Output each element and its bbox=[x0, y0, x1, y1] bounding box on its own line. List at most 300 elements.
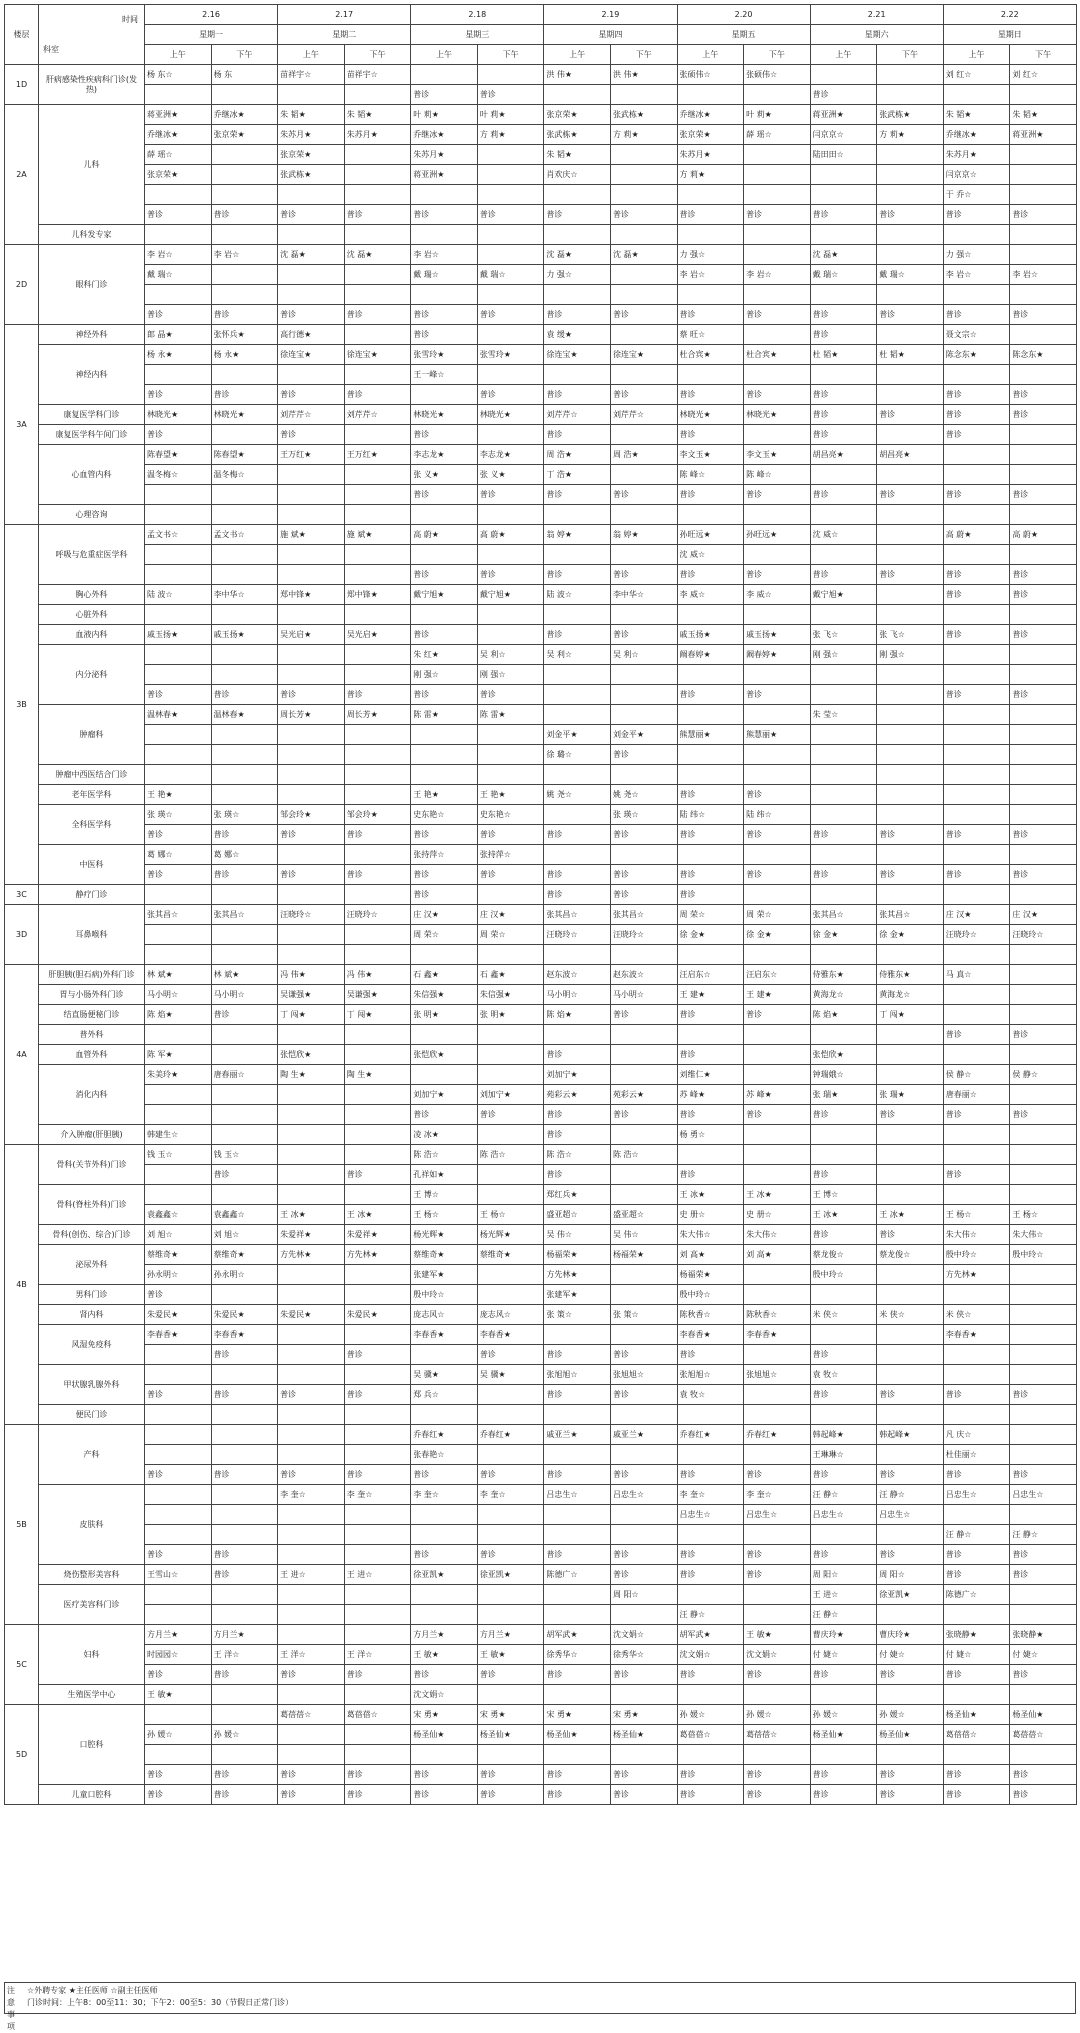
floor-cell: 3D bbox=[5, 905, 39, 965]
doctor-cell bbox=[943, 445, 1010, 465]
doctor-cell bbox=[877, 1185, 944, 1205]
schedule-row bbox=[5, 285, 1077, 305]
department-cell: 风湿免疫科 bbox=[39, 1325, 145, 1365]
doctor-cell bbox=[544, 1025, 611, 1045]
doctor-cell bbox=[211, 1045, 278, 1065]
doctor-cell bbox=[544, 365, 611, 385]
doctor-cell bbox=[211, 925, 278, 945]
floor-cell: 1D bbox=[5, 65, 39, 105]
doctor-cell bbox=[1010, 545, 1077, 565]
doctor-cell: 普诊 bbox=[211, 1665, 278, 1685]
doctor-cell bbox=[145, 1585, 212, 1605]
doctor-cell: 普诊 bbox=[411, 205, 478, 225]
schedule-row bbox=[5, 1425, 1077, 1445]
doctor-cell: 普诊 bbox=[278, 1665, 345, 1685]
doctor-cell bbox=[810, 1685, 877, 1705]
doctor-cell: 陈 峰☆ bbox=[744, 465, 811, 485]
department-cell: 骨科(关节外科)门诊 bbox=[39, 1145, 145, 1185]
doctor-cell bbox=[278, 1185, 345, 1205]
date-cell: 2.17 bbox=[278, 5, 411, 25]
doctor-cell bbox=[211, 1085, 278, 1105]
doctor-cell bbox=[344, 785, 411, 805]
doctor-cell bbox=[477, 1025, 544, 1045]
doctor-cell: 普诊 bbox=[1010, 1665, 1077, 1685]
doctor-cell: 汪晓玲☆ bbox=[610, 925, 677, 945]
doctor-cell: 高 蔚★ bbox=[1010, 525, 1077, 545]
doctor-cell: 刘芹芹☆ bbox=[278, 405, 345, 425]
doctor-cell bbox=[477, 545, 544, 565]
schedule-row bbox=[5, 1765, 1077, 1785]
doctor-cell bbox=[477, 285, 544, 305]
doctor-cell bbox=[411, 745, 478, 765]
doctor-cell: 陈 浩☆ bbox=[411, 1145, 478, 1165]
doctor-cell: 普诊 bbox=[544, 1545, 611, 1565]
doctor-cell: 汪晓玲☆ bbox=[544, 925, 611, 945]
doctor-cell bbox=[477, 1405, 544, 1425]
doctor-cell bbox=[877, 1685, 944, 1705]
doctor-cell: 陈秋香☆ bbox=[744, 1305, 811, 1325]
doctor-cell: 蔡 旺☆ bbox=[677, 325, 744, 345]
doctor-cell: 普诊 bbox=[477, 385, 544, 405]
doctor-cell: 普诊 bbox=[477, 825, 544, 845]
department-cell: 消化内科 bbox=[39, 1065, 145, 1125]
doctor-cell: 陆 纬☆ bbox=[677, 805, 744, 825]
doctor-cell bbox=[278, 1325, 345, 1345]
doctor-cell bbox=[744, 1065, 811, 1085]
doctor-cell bbox=[211, 945, 278, 965]
doctor-cell bbox=[1010, 245, 1077, 265]
doctor-cell bbox=[145, 745, 212, 765]
doctor-cell: 凌 冰★ bbox=[411, 1125, 478, 1145]
date-cell: 2.21 bbox=[810, 5, 943, 25]
doctor-cell: 普诊 bbox=[943, 1105, 1010, 1125]
doctor-cell bbox=[1010, 285, 1077, 305]
doctor-cell bbox=[1010, 1365, 1077, 1385]
doctor-cell: 马 真☆ bbox=[943, 965, 1010, 985]
doctor-cell: 付 婕☆ bbox=[943, 1645, 1010, 1665]
schedule-row bbox=[5, 125, 1077, 145]
doctor-cell: 沈 威☆ bbox=[810, 525, 877, 545]
doctor-cell bbox=[477, 1745, 544, 1765]
doctor-cell: 普诊 bbox=[278, 865, 345, 885]
doctor-cell: 葛蓓蓓☆ bbox=[344, 1705, 411, 1725]
doctor-cell bbox=[744, 225, 811, 245]
doctor-cell bbox=[1010, 145, 1077, 165]
clinic-hours-text: 门诊时间：上午8：00至11：30；下午2：00至5：30（节假日正常门诊） bbox=[27, 1998, 294, 2007]
doctor-cell bbox=[810, 685, 877, 705]
doctor-cell: 李 岩☆ bbox=[145, 245, 212, 265]
doctor-cell: 吴 骥★ bbox=[411, 1365, 478, 1385]
doctor-cell: 王 敏★ bbox=[477, 1645, 544, 1665]
doctor-cell: 普诊 bbox=[943, 865, 1010, 885]
department-cell: 康复医学科午间门诊 bbox=[39, 425, 145, 445]
doctor-cell bbox=[943, 1365, 1010, 1385]
doctor-cell bbox=[278, 725, 345, 745]
doctor-cell bbox=[610, 185, 677, 205]
doctor-cell bbox=[810, 1125, 877, 1145]
doctor-cell: 张 飞☆ bbox=[810, 625, 877, 645]
doctor-cell bbox=[544, 185, 611, 205]
doctor-cell bbox=[411, 285, 478, 305]
doctor-cell: 王 艳★ bbox=[477, 785, 544, 805]
doctor-cell: 普诊 bbox=[411, 865, 478, 885]
doctor-cell bbox=[145, 85, 212, 105]
doctor-cell: 普诊 bbox=[278, 1765, 345, 1785]
doctor-cell bbox=[344, 1085, 411, 1105]
doctor-cell: 吕忠生☆ bbox=[877, 1505, 944, 1525]
doctor-cell bbox=[744, 365, 811, 385]
doctor-cell: 孙 媛☆ bbox=[744, 1705, 811, 1725]
doctor-cell bbox=[477, 1685, 544, 1705]
doctor-cell bbox=[344, 365, 411, 385]
doctor-cell: 陈 浩☆ bbox=[544, 1145, 611, 1165]
schedule-row bbox=[5, 705, 1077, 725]
doctor-cell bbox=[211, 1485, 278, 1505]
doctor-cell: 苏 峰★ bbox=[677, 1085, 744, 1105]
doctor-cell: 王 冰★ bbox=[810, 1205, 877, 1225]
doctor-cell: 王 洋☆ bbox=[344, 1645, 411, 1665]
doctor-cell: 普诊 bbox=[677, 1465, 744, 1485]
doctor-cell: 周 阳☆ bbox=[610, 1585, 677, 1605]
doctor-cell: 张持萍☆ bbox=[411, 845, 478, 865]
department-cell: 血管外科 bbox=[39, 1045, 145, 1065]
doctor-cell bbox=[677, 1525, 744, 1545]
doctor-cell: 王 进☆ bbox=[278, 1565, 345, 1585]
doctor-cell: 陶 生★ bbox=[344, 1065, 411, 1085]
doctor-cell bbox=[278, 1105, 345, 1125]
doctor-cell bbox=[411, 1585, 478, 1605]
doctor-cell: 普诊 bbox=[477, 1765, 544, 1785]
doctor-cell bbox=[610, 1065, 677, 1085]
doctor-cell bbox=[943, 705, 1010, 725]
doctor-cell bbox=[145, 225, 212, 245]
doctor-cell: 杨圣仙★ bbox=[477, 1725, 544, 1745]
doctor-cell bbox=[1010, 1445, 1077, 1465]
doctor-cell: 普诊 bbox=[145, 685, 212, 705]
doctor-cell bbox=[610, 505, 677, 525]
doctor-cell bbox=[344, 425, 411, 445]
doctor-cell: 钟瑞娥☆ bbox=[810, 1065, 877, 1085]
doctor-cell: 阚春婷★ bbox=[744, 645, 811, 665]
schedule-row bbox=[5, 1325, 1077, 1345]
doctor-cell bbox=[278, 1125, 345, 1145]
department-cell: 神经内科 bbox=[39, 345, 145, 405]
doctor-cell: 普诊 bbox=[943, 585, 1010, 605]
doctor-cell bbox=[943, 1605, 1010, 1625]
doctor-cell bbox=[544, 765, 611, 785]
doctor-cell bbox=[344, 565, 411, 585]
doctor-cell bbox=[278, 505, 345, 525]
doctor-cell bbox=[810, 605, 877, 625]
doctor-cell: 普诊 bbox=[1010, 385, 1077, 405]
doctor-cell: 戴 瑞☆ bbox=[877, 265, 944, 285]
doctor-cell bbox=[344, 225, 411, 245]
doctor-cell bbox=[344, 765, 411, 785]
doctor-cell bbox=[610, 1025, 677, 1045]
doctor-cell bbox=[344, 545, 411, 565]
doctor-cell bbox=[877, 705, 944, 725]
doctor-cell bbox=[810, 1325, 877, 1345]
doctor-cell bbox=[477, 765, 544, 785]
doctor-cell bbox=[278, 1345, 345, 1365]
doctor-cell bbox=[278, 1425, 345, 1445]
doctor-cell: 普诊 bbox=[344, 305, 411, 325]
doctor-cell: 沈 威☆ bbox=[677, 545, 744, 565]
doctor-cell bbox=[544, 1505, 611, 1525]
doctor-cell bbox=[610, 365, 677, 385]
doctor-cell bbox=[211, 1125, 278, 1145]
doctor-cell bbox=[744, 1605, 811, 1625]
doctor-cell bbox=[610, 465, 677, 485]
doctor-cell: 王 杨☆ bbox=[943, 1205, 1010, 1225]
doctor-cell: 葛蓓蓓☆ bbox=[1010, 1725, 1077, 1745]
doctor-cell bbox=[943, 805, 1010, 825]
doctor-cell: 普诊 bbox=[411, 1785, 478, 1805]
doctor-cell: 朱大伟☆ bbox=[1010, 1225, 1077, 1245]
doctor-cell: 普诊 bbox=[810, 825, 877, 845]
doctor-cell: 普诊 bbox=[677, 885, 744, 905]
doctor-cell bbox=[477, 65, 544, 85]
doctor-cell bbox=[344, 725, 411, 745]
doctor-cell: 普诊 bbox=[810, 565, 877, 585]
doctor-cell bbox=[943, 1125, 1010, 1145]
date-cell: 2.16 bbox=[145, 5, 278, 25]
doctor-cell: 蔡维奇★ bbox=[411, 1245, 478, 1265]
doctor-cell: 姚 尧☆ bbox=[544, 785, 611, 805]
doctor-cell bbox=[145, 365, 212, 385]
department-cell: 儿科 bbox=[39, 105, 145, 225]
doctor-cell: 普诊 bbox=[411, 685, 478, 705]
doctor-cell: 张 策☆ bbox=[544, 1305, 611, 1325]
doctor-cell bbox=[278, 565, 345, 585]
doctor-cell: 葛 娜☆ bbox=[211, 845, 278, 865]
doctor-cell: 普诊 bbox=[477, 85, 544, 105]
doctor-cell: 吴谦强★ bbox=[278, 985, 345, 1005]
doctor-cell: 吴谦强★ bbox=[344, 985, 411, 1005]
doctor-cell: 郑中锋★ bbox=[344, 585, 411, 605]
doctor-cell: 李志龙★ bbox=[411, 445, 478, 465]
doctor-cell: 陆田田☆ bbox=[810, 145, 877, 165]
doctor-cell: 侯 静☆ bbox=[1010, 1065, 1077, 1085]
doctor-cell bbox=[278, 1625, 345, 1645]
doctor-cell bbox=[211, 1605, 278, 1625]
doctor-cell bbox=[677, 505, 744, 525]
schedule-row bbox=[5, 585, 1077, 605]
doctor-cell bbox=[477, 1125, 544, 1145]
doctor-cell: 杨圣仙★ bbox=[610, 1725, 677, 1745]
doctor-cell bbox=[744, 85, 811, 105]
doctor-cell bbox=[1010, 1005, 1077, 1025]
doctor-cell bbox=[877, 365, 944, 385]
doctor-cell bbox=[278, 845, 345, 865]
doctor-cell bbox=[744, 325, 811, 345]
doctor-cell bbox=[211, 725, 278, 745]
doctor-cell: 普诊 bbox=[145, 425, 212, 445]
doctor-cell: 普诊 bbox=[810, 1225, 877, 1245]
doctor-cell: 普诊 bbox=[677, 205, 744, 225]
schedule-row bbox=[5, 765, 1077, 785]
doctor-cell bbox=[744, 1045, 811, 1065]
doctor-cell: 郑中锋★ bbox=[278, 585, 345, 605]
doctor-cell bbox=[211, 785, 278, 805]
doctor-cell bbox=[943, 745, 1010, 765]
doctor-cell bbox=[610, 1325, 677, 1345]
doctor-cell: 普诊 bbox=[943, 425, 1010, 445]
weekday-cell: 星期日 bbox=[943, 25, 1076, 45]
doctor-cell: 刘 高★ bbox=[744, 1245, 811, 1265]
doctor-cell: 葛 娜☆ bbox=[145, 845, 212, 865]
doctor-cell bbox=[477, 1585, 544, 1605]
doctor-cell bbox=[810, 165, 877, 185]
department-cell: 结直肠便秘门诊 bbox=[39, 1005, 145, 1025]
notes-footer bbox=[4, 1982, 1076, 2031]
doctor-cell bbox=[943, 605, 1010, 625]
doctor-cell: 普诊 bbox=[943, 625, 1010, 645]
doctor-cell bbox=[544, 805, 611, 825]
schedule-row bbox=[5, 1045, 1077, 1065]
doctor-cell bbox=[877, 425, 944, 445]
floor-cell: 5B bbox=[5, 1425, 39, 1625]
doctor-cell bbox=[278, 365, 345, 385]
doctor-cell bbox=[278, 465, 345, 485]
schedule-row bbox=[5, 1405, 1077, 1425]
doctor-cell: 李 岩☆ bbox=[943, 265, 1010, 285]
doctor-cell: 张旭旭☆ bbox=[610, 1365, 677, 1385]
department-cell: 心脏外科 bbox=[39, 605, 145, 625]
doctor-cell: 乔春红★ bbox=[744, 1425, 811, 1445]
schedule-row bbox=[5, 1085, 1077, 1105]
doctor-cell: 普诊 bbox=[810, 1465, 877, 1485]
doctor-cell: 史 册☆ bbox=[744, 1205, 811, 1225]
floor-cell: 3B bbox=[5, 525, 39, 885]
doctor-cell: 戚玉扬★ bbox=[677, 625, 744, 645]
floor-header: 楼层 bbox=[5, 5, 39, 65]
doctor-cell: 普诊 bbox=[544, 1105, 611, 1125]
doctor-cell: 普诊 bbox=[610, 1005, 677, 1025]
doctor-cell bbox=[278, 1545, 345, 1565]
doctor-cell: 张其昌☆ bbox=[145, 905, 212, 925]
doctor-cell: 刘金平★ bbox=[610, 725, 677, 745]
doctor-cell bbox=[943, 1005, 1010, 1025]
doctor-cell bbox=[1010, 365, 1077, 385]
doctor-cell: 王一峰☆ bbox=[411, 365, 478, 385]
schedule-row bbox=[5, 345, 1077, 365]
doctor-cell: 吴光启★ bbox=[278, 625, 345, 645]
doctor-cell bbox=[877, 145, 944, 165]
schedule-row bbox=[5, 985, 1077, 1005]
schedule-row bbox=[5, 1645, 1077, 1665]
doctor-cell: 普诊 bbox=[544, 1385, 611, 1405]
doctor-cell bbox=[344, 1405, 411, 1425]
doctor-cell: 王 洋☆ bbox=[211, 1645, 278, 1665]
doctor-cell: 普诊 bbox=[145, 865, 212, 885]
doctor-cell: 普诊 bbox=[744, 685, 811, 705]
doctor-cell bbox=[610, 845, 677, 865]
schedule-row bbox=[5, 1605, 1077, 1625]
doctor-cell: 乔春红★ bbox=[411, 1425, 478, 1445]
department-cell: 静疗门诊 bbox=[39, 885, 145, 905]
doctor-cell bbox=[544, 845, 611, 865]
doctor-cell: 朱爱民★ bbox=[145, 1305, 212, 1325]
doctor-cell: 王万红★ bbox=[278, 445, 345, 465]
doctor-cell bbox=[344, 325, 411, 345]
doctor-cell: 方 莉★ bbox=[677, 165, 744, 185]
doctor-cell: 李春香★ bbox=[211, 1325, 278, 1345]
doctor-cell: 汪晓玲☆ bbox=[278, 905, 345, 925]
doctor-cell: 孙旺远★ bbox=[744, 525, 811, 545]
doctor-cell: 庄 汉★ bbox=[943, 905, 1010, 925]
department-cell: 产科 bbox=[39, 1425, 145, 1485]
doctor-cell: 徐亚凯★ bbox=[411, 1565, 478, 1585]
doctor-cell: 汪 静☆ bbox=[1010, 1525, 1077, 1545]
doctor-cell: 汪启东☆ bbox=[744, 965, 811, 985]
department-cell: 康复医学科门诊 bbox=[39, 405, 145, 425]
doctor-cell: 吕忠生☆ bbox=[610, 1485, 677, 1505]
doctor-cell: 普诊 bbox=[877, 405, 944, 425]
doctor-cell bbox=[1010, 1605, 1077, 1625]
doctor-cell: 黄海龙☆ bbox=[810, 985, 877, 1005]
doctor-cell: 吴 利☆ bbox=[477, 645, 544, 665]
doctor-cell: 普诊 bbox=[744, 385, 811, 405]
doctor-cell bbox=[1010, 1425, 1077, 1445]
doctor-cell bbox=[877, 165, 944, 185]
doctor-cell: 付 婕☆ bbox=[810, 1645, 877, 1665]
doctor-cell: 张武栋★ bbox=[278, 165, 345, 185]
doctor-cell: 陶 生★ bbox=[278, 1065, 345, 1085]
doctor-cell: 李文玉★ bbox=[677, 445, 744, 465]
doctor-cell bbox=[1010, 745, 1077, 765]
doctor-cell: 普诊 bbox=[810, 485, 877, 505]
doctor-cell bbox=[544, 225, 611, 245]
doctor-cell: 朱信强★ bbox=[411, 985, 478, 1005]
doctor-cell: 普诊 bbox=[1010, 1545, 1077, 1565]
doctor-cell: 普诊 bbox=[1010, 485, 1077, 505]
doctor-cell bbox=[278, 265, 345, 285]
schedule-row bbox=[5, 745, 1077, 765]
doctor-cell: 普诊 bbox=[1010, 1785, 1077, 1805]
doctor-cell: 普诊 bbox=[411, 85, 478, 105]
doctor-cell bbox=[1010, 965, 1077, 985]
doctor-cell bbox=[1010, 705, 1077, 725]
doctor-cell: 普诊 bbox=[610, 1765, 677, 1785]
doctor-cell: 袁鑫鑫☆ bbox=[145, 1205, 212, 1225]
doctor-cell bbox=[877, 1125, 944, 1145]
doctor-cell bbox=[145, 1525, 212, 1545]
doctor-cell: 普诊 bbox=[544, 1465, 611, 1485]
doctor-cell bbox=[943, 545, 1010, 565]
doctor-cell: 李春香★ bbox=[145, 1325, 212, 1345]
header-row-dates bbox=[5, 5, 1077, 25]
doctor-cell: 普诊 bbox=[1010, 1105, 1077, 1125]
department-cell: 泌尿外科 bbox=[39, 1245, 145, 1285]
schedule-row bbox=[5, 1065, 1077, 1085]
doctor-cell: 普诊 bbox=[211, 1785, 278, 1805]
doctor-cell bbox=[877, 885, 944, 905]
doctor-cell: 普诊 bbox=[278, 1785, 345, 1805]
doctor-cell: 普诊 bbox=[544, 825, 611, 845]
date-cell: 2.20 bbox=[677, 5, 810, 25]
doctor-cell bbox=[744, 505, 811, 525]
doctor-cell: 朱苏月★ bbox=[943, 145, 1010, 165]
doctor-cell: 陈 峰☆ bbox=[677, 465, 744, 485]
doctor-cell bbox=[145, 545, 212, 565]
doctor-cell: 普诊 bbox=[477, 485, 544, 505]
doctor-cell: 汪晓玲☆ bbox=[1010, 925, 1077, 945]
doctor-cell: 袁 缓★ bbox=[544, 325, 611, 345]
schedule-row bbox=[5, 225, 1077, 245]
doctor-cell bbox=[278, 1405, 345, 1425]
schedule-row bbox=[5, 885, 1077, 905]
